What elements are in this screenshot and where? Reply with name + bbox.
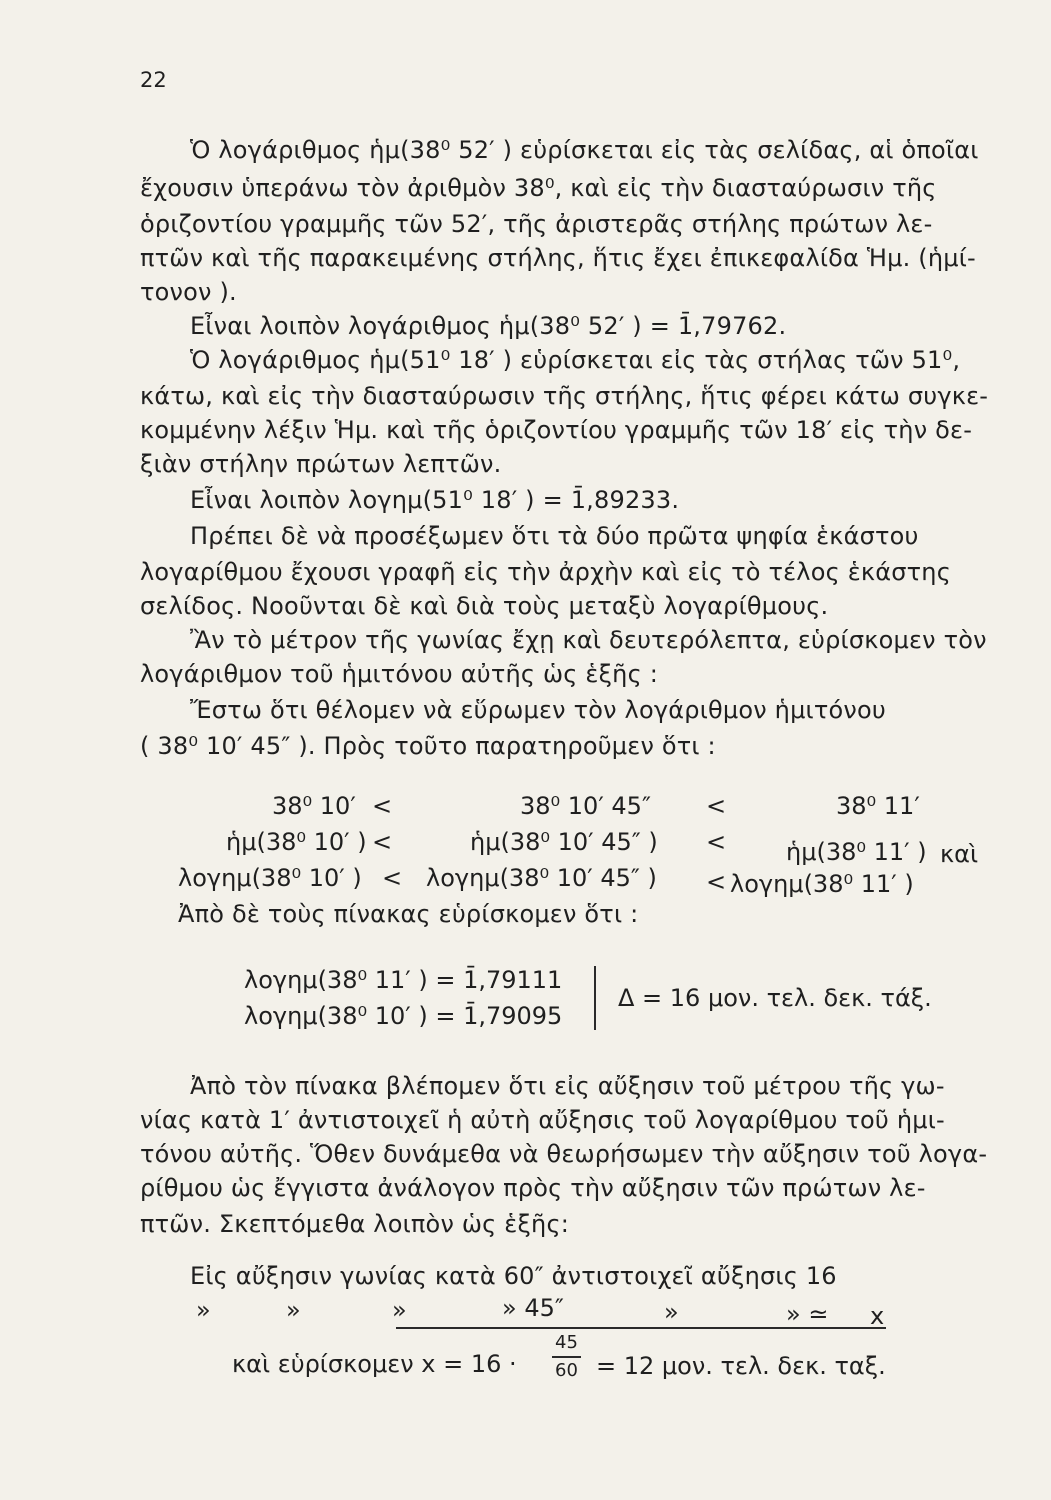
ineq-term: ἡμ(38⁰ 11′ ) <box>786 838 927 866</box>
text-line: Εἶναι λοιπὸν λογημ(51⁰ 18′ ) = 1̄,89233. <box>190 486 680 514</box>
ineq-term: 38⁰ 10′ <box>272 792 356 820</box>
ineq-term: 38⁰ 10′ 45″ <box>520 792 651 820</box>
result-suffix: = 12 μον. τελ. δεκ. ταξ. <box>596 1352 886 1380</box>
text-line: Πρέπει δὲ νὰ προσέξωμεν ὅτι τὰ δύο πρῶτα ψηφία ἑκάστου <box>190 522 919 550</box>
less-than-sign: < <box>372 828 393 856</box>
result-prefix: καὶ εὑρίσκομεν x = 16 · <box>232 1350 517 1378</box>
ditto-mark: » 45″ <box>502 1294 564 1322</box>
text-line: ξιὰν στήλην πρώτων λεπτῶν. <box>140 450 502 478</box>
ineq-term: λογημ(38⁰ 11′ ) <box>730 870 914 898</box>
ditto-mark: » <box>664 1298 679 1326</box>
ineq-term: λογημ(38⁰ 10′ ) <box>178 864 362 892</box>
less-than-sign: < <box>382 864 403 892</box>
page-number: 22 <box>140 68 167 92</box>
text-line: κάτω, καὶ εἰς τὴν διασταύρωσιν τῆς στήλης, ἥτις φέρει κάτω συγκε- <box>140 382 989 410</box>
text-line: Εἶναι λοιπὸν λογάριθμος ἡμ(38⁰ 52′ ) = 1̄,79762. <box>190 312 787 340</box>
ineq-term: ἡμ(38⁰ 10′ ) <box>226 828 367 856</box>
less-than-sign: < <box>372 792 393 820</box>
ineq-term: λογημ(38⁰ 10′ 45″ ) <box>426 864 657 892</box>
text-line: Ἀπὸ τὸν πίνακα βλέπομεν ὅτι εἰς αὔξησιν τοῦ μέτρου τῆς γω- <box>190 1072 945 1100</box>
log-value: λογημ(38⁰ 10′ ) = 1̄,79095 <box>244 1002 563 1030</box>
text-line: ( 38⁰ 10′ 45″ ). Πρὸς τοῦτο παρατηροῦμεν ὅτι : <box>140 732 716 760</box>
text-line: ἔχουσιν ὑπεράνω τὸν ἀριθμὸν 38⁰, καὶ εἰς τὴν διασταύρωσιν τῆς <box>140 174 937 202</box>
ineq-term: 38⁰ 11′ <box>836 792 920 820</box>
text-line: Ἔστω ὅτι θέλομεν νὰ εὕρωμεν τὸν λογάριθμον ἡμιτόνου <box>190 696 886 724</box>
fraction <box>552 1334 581 1380</box>
fraction-numerator: 45 <box>552 1334 581 1358</box>
text-line: λογαρίθμου ἔχουσι γραφῆ εἰς τὴν ἀρχὴν καὶ εἰς τὸ τέλος ἑκάστης <box>140 558 951 586</box>
log-value: λογημ(38⁰ 11′ ) = 1̄,79111 <box>244 966 563 994</box>
ineq-conjunction: καὶ <box>940 840 979 868</box>
text-line: πτῶν καὶ τῆς παρακειμένης στήλης, ἥτις ἔχει ἐπικεφαλίδα Ἡμ. (ἡμί- <box>140 244 976 272</box>
delta-value: Δ = 16 μον. τελ. δεκ. τάξ. <box>618 984 932 1012</box>
less-than-sign: < <box>706 868 727 896</box>
underline-rule <box>396 1327 886 1329</box>
ditto-mark: » ≃ <box>786 1300 829 1328</box>
ineq-term: ἡμ(38⁰ 10′ 45″ ) <box>470 828 658 856</box>
text-line: Ἂν τὸ μέτρον τῆς γωνίας ἔχῃ καὶ δευτερόλεπτα, εὑρίσκομεν τὸν <box>190 626 987 654</box>
fraction-denominator: 60 <box>555 1360 578 1381</box>
text-line: κομμένην λέξιν Ἡμ. καὶ τῆς ὁριζοντίου γραμμῆς τῶν 18′ εἰς τὴν δε- <box>140 416 973 444</box>
less-than-sign: < <box>706 792 727 820</box>
ditto-mark: » <box>286 1296 301 1324</box>
text-line: Ὁ λογάριθμος ἡμ(38⁰ 52′ ) εὑρίσκεται εἰς τὰς σελίδας, αἱ ὁποῖαι <box>190 136 979 164</box>
text-line: τόνου αὐτῆς. Ὅθεν δυνάμεθα νὰ θεωρήσωμεν τὴν αὔξησιν τοῦ λογα- <box>140 1140 988 1168</box>
text-line: ρίθμου ὡς ἔγγιστα ἀνάλογον πρὸς τὴν αὔξησιν τῶν πρώτων λε- <box>140 1174 926 1202</box>
text-line: σελίδος. Νοοῦνται δὲ καὶ διὰ τοὺς μεταξὺ λογαρίθμους. <box>140 592 829 620</box>
proportion-row: Εἰς αὔξησιν γωνίας κατὰ 60″ ἀντιστοιχεῖ αὔξησις 16 <box>190 1262 837 1290</box>
text-line: λογάριθμον τοῦ ἡμιτόνου αὐτῆς ὡς ἑξῆς : <box>140 660 658 688</box>
text-line: νίας κατὰ 1′ ἀντιστοιχεῖ ἡ αὐτὴ αὔξησις τοῦ λογαρίθμου τοῦ ἡμι- <box>140 1106 945 1134</box>
ditto-mark: » <box>196 1296 211 1324</box>
text-line: Ἀπὸ δὲ τοὺς πίνακας εὑρίσκομεν ὅτι : <box>178 900 639 928</box>
less-than-sign: < <box>706 828 727 856</box>
unknown-x: x <box>870 1302 885 1330</box>
ditto-mark: » <box>392 1296 407 1324</box>
text-line: πτῶν. Σκεπτόμεθα λοιπὸν ὡς ἑξῆς: <box>140 1210 570 1238</box>
text-line: ὁριζοντίου γραμμῆς τῶν 52′, τῆς ἀριστερᾶς στήλης πρώτων λε- <box>140 210 933 238</box>
bracket-line <box>594 966 596 1030</box>
text-line: τονον ). <box>140 278 237 306</box>
text-line: Ὁ λογάριθμος ἡμ(51⁰ 18′ ) εὑρίσκεται εἰς τὰς στήλας τῶν 51⁰, <box>190 346 961 374</box>
